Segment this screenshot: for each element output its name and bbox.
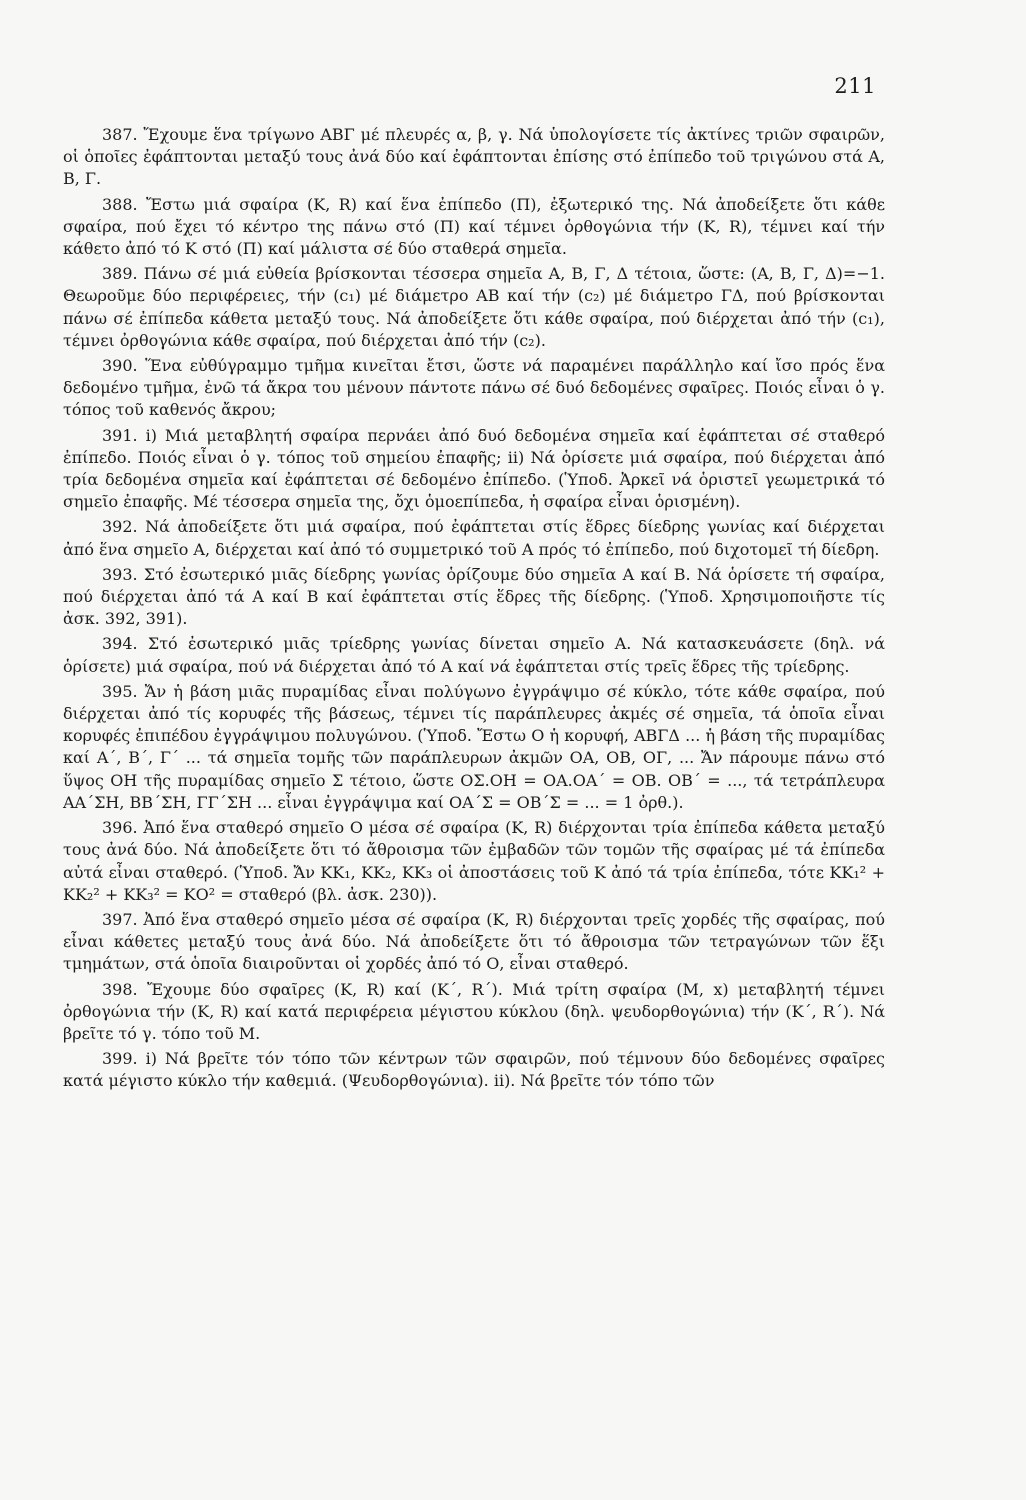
exercise-396: 396. Ἀπό ἕνα σταθερό σημεῖο Ο μέσα σέ σφαίρα (Κ, R) διέρχονται τρία ἐπίπεδα κάθετα μεταξύ τους ἀνά δύο. Νά ἀποδείξετε ὅτι τό ἄθροισμα τῶν ἐμβαδῶν τῶν τομῶν τῆς σφαίρας μέ τά ἐπίπεδα αὐτά εἶναι σταθερό. (Ὑποδ. Ἄν ΚΚ₁, ΚΚ₂, ΚΚ₃ οἱ ἀποστάσεις τοῦ Κ ἀπό τά τρία ἐπίπεδα, τότε ΚΚ₁² + ΚΚ₂² + ΚΚ₃² = ΚΟ² = σταθερό (βλ. ἀσκ. 230)). [63,818,885,904]
exercise-399: 399. i) Νά βρεῖτε τόν τόπο τῶν κέντρων τῶν σφαιρῶν, πού τέμνουν δύο δεδομένες σφαῖρες κατά μέγιστο κύκλο τήν καθεμιά. (Ψευδορθογώνια). ii). Νά βρεῖτε τόν τόπο τῶν [63,1049,885,1091]
exercise-394: 394. Στό ἐσωτερικό μιᾶς τρίεδρης γωνίας δίνεται σημεῖο Α. Νά κατασκευάσετε (δηλ. νά ὁρίσετε) μιά σφαίρα, πού νά διέρχεται ἀπό τό Α καί νά ἐφάπτεται στίς τρεῖς ἕδρες τῆς τρίεδρης. [63,634,885,676]
exercise-393: 393. Στό ἐσωτερικό μιᾶς δίεδρης γωνίας ὁρίζουμε δύο σημεῖα Α καί Β. Νά ὁρίσετε τή σφαίρα, πού διέρχεται ἀπό τά Α καί Β καί ἐφάπτεται στίς ἕδρες τῆς δίεδρης. (Ὑποδ. Χρησιμοποιῆστε τίς ἀσκ. 392, 391). [63,564,885,629]
exercise-395: 395. Ἄν ἡ βάση μιᾶς πυραμίδας εἶναι πολύγωνο ἐγγράψιμο σέ κύκλο, τότε κάθε σφαίρα, πού διέρχεται ἀπό τίς κορυφές τῆς βάσεως, τέμνει τίς παράπλευρες ἀκμές σέ σημεῖα, τά ὁποῖα εἶναι κορυφές ἐπιπέδου ἐγγράψιμου πολυγώνου. (Ὑποδ. Ἔστω Ο ἡ κορυφή, ΑΒΓΔ ... ἡ βάση τῆς πυραμίδας καί Α΄, Β΄, Γ΄ ... τά σημεῖα τομῆς τῶν παράπλευρων ἀκμῶν ΟΑ, ΟΒ, ΟΓ, ... Ἄν πάρουμε πάνω στό ὕψος ΟΗ τῆς πυραμίδας σημεῖο Σ τέτοιο, ὥστε ΟΣ.ΟΗ = ΟΑ.ΟΑ΄ = ΟΒ. ΟΒ΄ = ..., τά τετράπλευρα ΑΑ΄ΣΗ, ΒΒ΄ΣΗ, ΓΓ΄ΣΗ ... εἶναι ἐγγράψιμα καί ΟΑ΄Σ = ΟΒ΄Σ = ... = 1 ὀρθ.). [63,681,885,812]
exercise-388: 388. Ἔστω μιά σφαίρα (Κ, R) καί ἕνα ἐπίπεδο (Π), ἐξωτερικό της. Νά ἀποδείξετε ὅτι κάθε σφαίρα, πού ἔχει τό κέντρο της πάνω στό (Π) καί τέμνει ὀρθογώνια τήν (Κ, R), τέμνει καί τήν κάθετο ἀπό τό Κ στό (Π) καί μάλιστα σέ δύο σταθερά σημεῖα. [63,194,885,259]
exercise-391: 391. i) Μιά μεταβλητή σφαίρα περνάει ἀπό δυό δεδομένα σημεῖα καί ἐφάπτεται σέ σταθερό ἐπίπεδο. Ποιός εἶναι ὁ γ. τόπος τοῦ σημείου ἐπαφῆς; ii) Νά ὁρίσετε μιά σφαίρα, πού διέρχεται ἀπό τρία δεδομένα σημεῖα καί ἐφάπτεται σέ δεδομένο ἐπίπεδο. (Ὑποδ. Ἀρκεῖ νά ὁριστεῖ γεωμετρικά τό σημεῖο ἐπαφῆς. Μέ τέσσερα σημεῖα της, ὄχι ὁμοεπίπεδα, ἡ σφαίρα εἶναι ὁρισμένη). [63,425,885,512]
exercise-392: 392. Νά ἀποδείξετε ὅτι μιά σφαίρα, πού ἐφάπτεται στίς ἕδρες δίεδρης γωνίας καί διέρχεται ἀπό ἕνα σημεῖο Α, διέρχεται καί ἀπό τό συμμετρικό τοῦ Α πρός τό ἐπίπεδο, πού διχοτομεῖ τή δίεδρη. [63,517,885,559]
exercise-387: 387. Ἔχουμε ἕνα τρίγωνο ΑΒΓ μέ πλευρές α, β, γ. Νά ὑπολογίσετε τίς ἀκτίνες τριῶν σφαιρῶν, οἱ ὁποῖες ἐφάπτονται μεταξύ τους ἀνά δύο καί ἐφάπτονται ἐπίσης στό ἐπίπεδο τοῦ τριγώνου στά Α, Β, Γ. [63,125,885,189]
exercise-398: 398. Ἔχουμε δύο σφαῖρες (Κ, R) καί (Κ΄, R΄). Μιά τρίτη σφαίρα (Μ, x) μεταβλητή τέμνει ὀρθογώνια τήν (Κ, R) καί κατά περιφέρεια μέγιστου κύκλου (δηλ. ψευδορθογώνια) τήν (Κ΄, R΄). Νά βρεῖτε τό γ. τόπο τοῦ Μ. [63,979,885,1043]
page-number: 211 [834,74,876,98]
exercise-389: 389. Πάνω σέ μιά εὐθεία βρίσκονται τέσσερα σημεῖα Α, Β, Γ, Δ τέτοια, ὥστε: (Α, Β, Γ, Δ)=−1. Θεωροῦμε δύο περιφέρειες, τήν (c₁) μέ διάμετρο ΑΒ καί τήν (c₂) μέ διάμετρο ΓΔ, πού βρίσκονται πάνω σέ ἐπίπεδα κάθετα μεταξύ τους. Νά ἀποδείξετε ὅτι κάθε σφαίρα, πού διέρχεται ἀπό τήν (c₁), τέμνει ὀρθογώνια κάθε σφαίρα, πού διέρχεται ἀπό τήν (c₂). [63,264,885,350]
exercise-397: 397. Ἀπό ἕνα σταθερό σημεῖο μέσα σέ σφαίρα (Κ, R) διέρχονται τρεῖς χορδές τῆς σφαίρας, πού εἶναι κάθετες μεταξύ τους ἀνά δύο. Νά ἀποδείξετε ὅτι τό ἄθροισμα τῶν τετραγώνων τῶν ἕξι τμημάτων, στά ὁποῖα διαιροῦνται οἱ χορδές ἀπό τό Ο, εἶναι σταθερό. [63,909,885,974]
exercise-390: 390. Ἕνα εὐθύγραμμο τμῆμα κινεῖται ἔτσι, ὥστε νά παραμένει παράλληλο καί ἴσο πρός ἕνα δεδομένο τμῆμα, ἐνῶ τά ἄκρα του μένουν πάντοτε πάνω σέ δυό δεδομένες σφαῖρες. Ποιός εἶναι ὁ γ. τόπος τοῦ καθενός ἄκρου; [63,356,885,420]
exercise-list [63,124,885,1093]
